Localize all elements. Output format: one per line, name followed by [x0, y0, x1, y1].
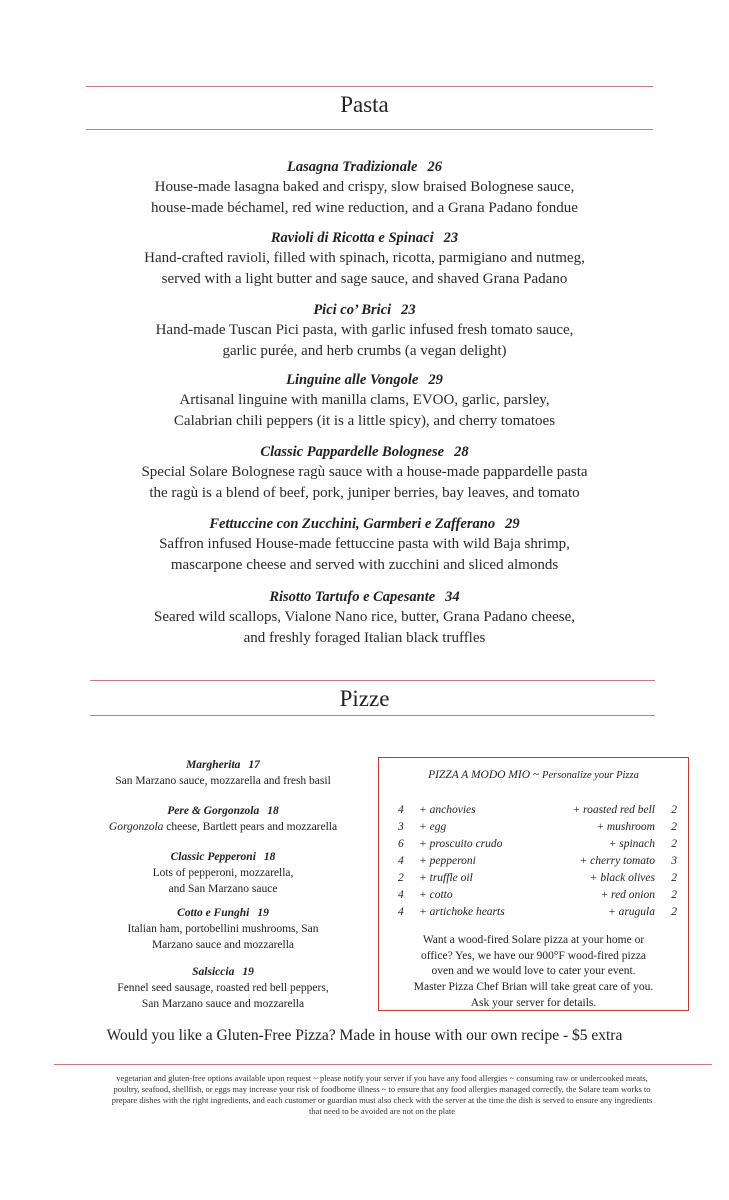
pizze-title: Pizze — [339, 686, 390, 711]
pizza-name: Cotto e Funghi — [177, 907, 250, 919]
dish-name: Fettuccine con Zucchini, Garmberi e Zafferano — [209, 516, 496, 532]
dish-price: 28 — [454, 444, 469, 460]
topping-row — [379, 872, 688, 889]
dish-price: 23 — [401, 302, 416, 318]
topping-price: 2 — [671, 906, 677, 918]
pizza-desc-line — [82, 819, 364, 835]
topping-name: + spinach — [608, 838, 655, 850]
dish-desc-line: mascarpone cheese and served with zucchini and sliced almonds — [170, 556, 559, 573]
pasta-item — [0, 370, 729, 431]
pasta-item — [0, 228, 729, 289]
topping-price: 3 — [671, 855, 677, 867]
topping-price: 3 — [398, 821, 404, 833]
topping-name: + cotto — [419, 889, 453, 901]
modo-mio-heading: PIZZA A MODO MIO ~ — [428, 769, 543, 781]
pasta-item — [0, 442, 729, 503]
footer-rule — [54, 1064, 712, 1065]
pasta-top-rule — [86, 86, 653, 87]
gluten-free-note: Would you like a Gluten-Free Pizza? Made in house with our own recipe - $5 extra — [106, 1027, 623, 1044]
dish-desc-line: Hand-crafted ravioli, filled with spinach, ricotta, parmigiano and nutmeg, — [144, 250, 585, 266]
dish-price: 23 — [443, 230, 459, 246]
allergy-disclaimer — [72, 1073, 692, 1117]
pizza-name: Pere & Gorgonzola — [167, 805, 260, 817]
topping-price: 6 — [398, 838, 404, 850]
topping-name: + mushroom — [596, 821, 655, 833]
disclaimer-line: poultry, seafood, shellfish, or eggs may increase your risk of foodborne illness ~ to ensure that any food allergies managed correctly, the Solare team works to — [113, 1084, 651, 1094]
pizza-name: Salsiccia — [192, 966, 235, 978]
catering-line: Want a wood-fired Solare pizza at your home or — [422, 934, 645, 946]
pizza-desc-line: San Marzano sauce and mozzarella — [141, 998, 305, 1010]
catering-line: Ask your server for details. — [470, 996, 597, 1009]
pasta-bottom-rule — [86, 129, 653, 130]
dish-name: Classic Pappardelle Bolognese — [260, 444, 445, 460]
topping-name: + proscuito crudo — [419, 838, 503, 850]
modo-mio-title — [379, 769, 688, 781]
dish-desc-line: Calabrian chili peppers (it is a little spicy), and cherry tomatoes — [173, 412, 556, 429]
pizza-item — [82, 849, 364, 897]
topping-name: + artichoke hearts — [419, 906, 505, 918]
dish-desc-line: Saffron infused House-made fettuccine pasta with wild Baja shrimp, — [159, 536, 570, 552]
topping-price: 2 — [671, 804, 677, 816]
pizza-price: 19 — [242, 966, 254, 978]
pizze-bottom-rule — [90, 715, 655, 716]
topping-name: + anchovies — [419, 804, 476, 816]
topping-name: + black olives — [589, 872, 655, 884]
dish-desc-line: and freshly foraged Italian black truffles — [243, 629, 486, 646]
pasta-item — [0, 587, 729, 648]
pizza-desc-line: Marzano sauce and mozzarella — [151, 939, 295, 951]
catering-line: oven and we would love to cater your event. — [431, 965, 636, 978]
topping-price: 4 — [398, 855, 404, 867]
pizza-desc-text: cheese, Bartlett pears and mozzarella — [163, 821, 338, 833]
topping-name: + pepperoni — [419, 855, 476, 867]
pizza-item — [82, 757, 364, 789]
topping-row — [379, 838, 688, 855]
topping-name: + roasted red bell — [572, 804, 655, 816]
modo-mio-subtitle: Personalize your Pizza — [542, 770, 639, 781]
dish-desc-line: garlic purée, and herb crumbs (a vegan delight) — [222, 342, 507, 359]
dish-desc-line: served with a light butter and sage sauce, and shaved Grana Padano — [161, 270, 568, 287]
dish-name: Linguine alle Vongole — [286, 372, 419, 388]
dish-name: Lasagna Tradizionale — [287, 159, 418, 175]
catering-line: Master Pizza Chef Brian will take great care of you. — [413, 981, 654, 994]
dish-desc-line: house-made béchamel, red wine reduction, and a Grana Padano fondue — [151, 199, 578, 216]
topping-price: 2 — [671, 821, 677, 833]
topping-price: 2 — [398, 872, 404, 884]
topping-price: 4 — [398, 906, 404, 918]
topping-price: 4 — [398, 804, 404, 816]
dish-desc-line: Special Solare Bolognese ragù sauce with a house-made pappardelle pasta — [141, 464, 588, 480]
pizza-name: Classic Pepperoni — [170, 851, 256, 863]
pizza-desc-line: Lots of pepperoni, mozzarella, — [152, 867, 294, 879]
dish-name: Ravioli di Ricotta e Spinaci — [270, 230, 434, 246]
pizza-price: 19 — [257, 907, 269, 919]
dish-price: 34 — [445, 589, 460, 605]
pasta-item — [0, 300, 729, 361]
pizza-price: 18 — [267, 805, 279, 817]
pizza-desc-line: Fennel seed sausage, roasted red bell peppers, — [117, 982, 329, 994]
topping-row — [379, 821, 688, 838]
disclaimer-line: that need to be avoided are not on the plate — [308, 1106, 456, 1116]
disclaimer-line: vegetarian and gluten-free options available upon request ~ please notify your server if you have any food allergies ~ consuming raw or undercooked meats, — [116, 1073, 648, 1083]
topping-row — [379, 804, 688, 821]
dish-desc-line: Seared wild scallops, Vialone Nano rice, butter, Grana Padano cheese, — [154, 609, 575, 625]
topping-name: + cherry tomato — [579, 855, 655, 867]
disclaimer-line: prepare dishes with the right ingredients, and each customer or guardian must also check with the server at the time the dish is served to ensure any ingredients — [111, 1095, 653, 1105]
catering-text — [387, 933, 680, 1012]
pizza-desc-line: Italian ham, portobellini mushrooms, San — [127, 923, 319, 935]
pizza-item — [82, 964, 364, 1012]
topping-row — [379, 906, 688, 923]
pizza-desc-line: San Marzano sauce, mozzarella and fresh basil — [115, 775, 331, 787]
pasta-title: Pasta — [340, 92, 389, 117]
topping-name: + red onion — [600, 889, 655, 901]
dish-price: 26 — [427, 159, 442, 175]
pizze-top-rule — [90, 680, 655, 681]
topping-price: 4 — [398, 889, 404, 901]
pizza-item — [82, 803, 364, 835]
dish-price: 29 — [428, 372, 443, 388]
pizza-price: 17 — [248, 759, 260, 771]
dish-desc-line: Hand-made Tuscan Pici pasta, with garlic infused fresh tomato sauce, — [155, 322, 574, 338]
catering-line: office? Yes, we have our 900°F wood-fired pizza — [420, 949, 647, 962]
dish-desc-line: the ragù is a blend of beef, pork, juniper berries, bay leaves, and tomato — [149, 484, 580, 501]
pasta-item — [0, 514, 729, 575]
topping-name: + arugula — [607, 906, 655, 918]
dish-price: 29 — [505, 516, 520, 532]
dish-name: Risotto Tartufo e Capesante — [269, 589, 436, 605]
dish-desc-line: Artisanal linguine with manilla clams, EVOO, garlic, parsley, — [179, 392, 550, 408]
dish-desc-line: House-made lasagna baked and crispy, slow braised Bolognese sauce, — [154, 179, 575, 195]
topping-row — [379, 855, 688, 872]
topping-name: + truffle oil — [419, 872, 473, 884]
topping-price: 2 — [671, 889, 677, 901]
pizza-name: Margherita — [186, 759, 241, 771]
pizza-item — [82, 905, 364, 953]
modo-mio-box — [378, 757, 689, 1011]
pizza-desc-line: and San Marzano sauce — [168, 883, 278, 895]
topping-price: 2 — [671, 838, 677, 850]
dish-name: Pici co’ Brici — [313, 302, 392, 318]
topping-row — [379, 889, 688, 906]
pasta-item — [0, 157, 729, 218]
pizza-desc-italic: Gorgonzola — [108, 821, 164, 833]
topping-name: + egg — [419, 821, 447, 833]
topping-price: 2 — [671, 872, 677, 884]
pizza-price: 18 — [263, 851, 276, 863]
